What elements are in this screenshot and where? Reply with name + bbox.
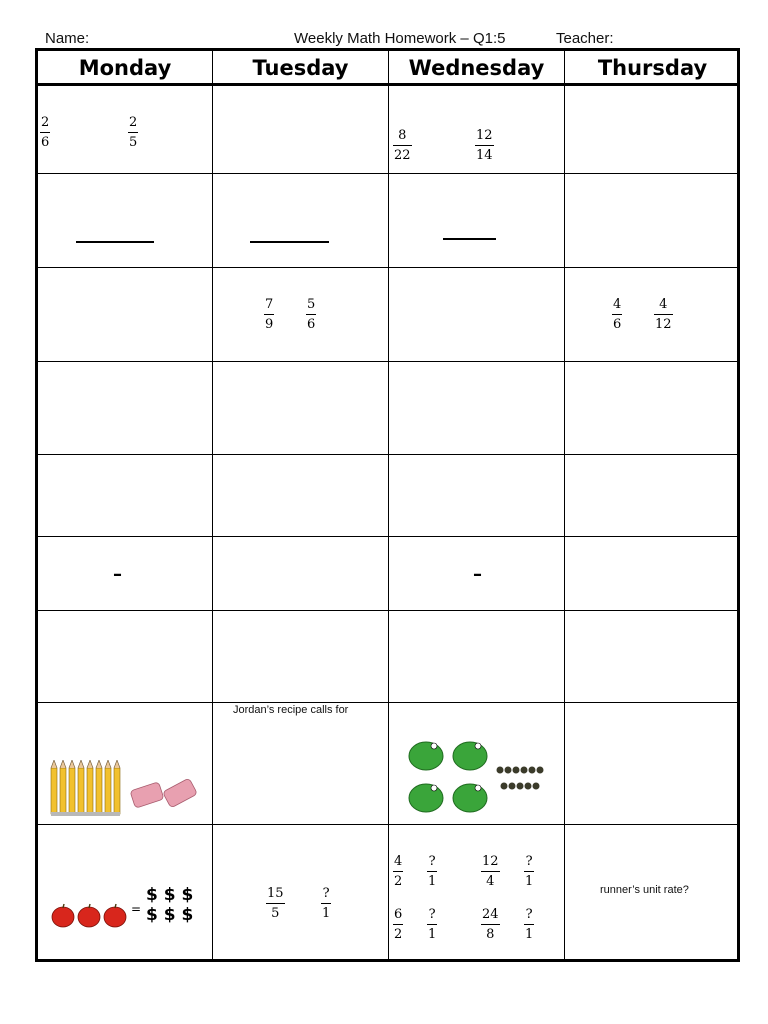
row-divider [38, 702, 737, 703]
fraction [306, 298, 316, 332]
fraction [321, 887, 331, 921]
numerator: 12 [476, 128, 493, 143]
numerator: 12 [482, 854, 499, 869]
numerator: 4 [659, 297, 668, 312]
frog-icon [409, 742, 487, 812]
denominator: 12 [655, 317, 672, 332]
fraction [393, 129, 412, 163]
name-label: Name: [45, 30, 90, 47]
row-divider [38, 454, 737, 455]
row-divider [38, 361, 737, 362]
day-header-tuesday: Tuesday [252, 56, 349, 80]
numerator: 4 [613, 297, 622, 312]
numerator: 2 [41, 115, 50, 130]
day-header-monday: Monday [78, 56, 172, 80]
denominator: 9 [265, 317, 274, 332]
fraction [393, 908, 403, 942]
homework-table [35, 48, 740, 962]
numerator: ? [428, 907, 436, 922]
dollar-signs-row: $ $ $ [146, 905, 194, 925]
numerator: 2 [129, 115, 138, 130]
row-divider [38, 536, 737, 537]
denominator: 1 [525, 927, 534, 942]
numerator: 6 [394, 907, 403, 922]
denominator: 1 [322, 906, 331, 921]
numerator: 24 [482, 907, 499, 922]
denominator: 2 [394, 927, 403, 942]
recipe-prompt: Jordan’s recipe calls for [233, 704, 349, 716]
denominator: 5 [271, 906, 280, 921]
fraction [427, 908, 437, 942]
minus-sign: – [473, 564, 482, 585]
denominator: 1 [525, 874, 534, 889]
denominator: 6 [41, 135, 50, 150]
row-divider [38, 267, 737, 268]
day-header-thursday: Thursday [597, 56, 708, 80]
frogs-flies-picture [404, 734, 549, 822]
fraction [481, 908, 500, 942]
fraction [654, 298, 673, 332]
answer-blank[interactable] [250, 241, 329, 243]
answer-blank[interactable] [76, 241, 154, 243]
row-divider [38, 610, 737, 611]
fly-icon [497, 767, 544, 790]
fraction [128, 116, 138, 150]
numerator: ? [322, 886, 330, 901]
minus-sign: – [113, 564, 122, 585]
column-divider [212, 51, 213, 959]
numerator: 15 [267, 886, 284, 901]
fraction [475, 129, 494, 163]
numerator: 7 [265, 297, 274, 312]
denominator: 14 [476, 148, 493, 163]
fraction [524, 908, 534, 942]
unit-rate-prompt: runner’s unit rate? [600, 884, 689, 896]
fraction [427, 855, 437, 889]
denominator: 6 [613, 317, 622, 332]
numerator: ? [525, 907, 533, 922]
day-header-wednesday: Wednesday [408, 56, 545, 80]
apples-picture [50, 903, 130, 929]
denominator: 1 [428, 927, 437, 942]
denominator: 4 [486, 874, 495, 889]
numerator: 5 [307, 297, 316, 312]
fraction [40, 116, 50, 150]
fraction [524, 855, 534, 889]
denominator: 8 [486, 927, 495, 942]
numerator: 4 [394, 854, 403, 869]
fraction [481, 855, 500, 889]
pencil-icon [51, 760, 120, 816]
eraser-icon [130, 778, 198, 808]
column-divider [564, 51, 565, 959]
apple-icon [52, 907, 126, 927]
header-divider [38, 83, 737, 86]
numerator: ? [525, 854, 533, 869]
numerator: ? [428, 854, 436, 869]
denominator: 5 [129, 135, 138, 150]
row-divider [38, 824, 737, 825]
pencils-erasers-picture [48, 760, 200, 820]
numerator: 8 [398, 128, 407, 143]
worksheet-title: Weekly Math Homework – Q1:5 [294, 30, 506, 47]
teacher-label: Teacher: [556, 30, 614, 47]
column-divider [388, 51, 389, 959]
equals-sign: = [131, 902, 142, 916]
row-divider [38, 173, 737, 174]
denominator: 1 [428, 874, 437, 889]
fraction [264, 298, 274, 332]
fraction [266, 887, 285, 921]
answer-blank[interactable] [443, 238, 496, 240]
denominator: 6 [307, 317, 316, 332]
denominator: 2 [394, 874, 403, 889]
fraction [393, 855, 403, 889]
dollar-signs-row: $ $ $ [146, 885, 194, 905]
fraction [612, 298, 622, 332]
denominator: 22 [394, 148, 411, 163]
